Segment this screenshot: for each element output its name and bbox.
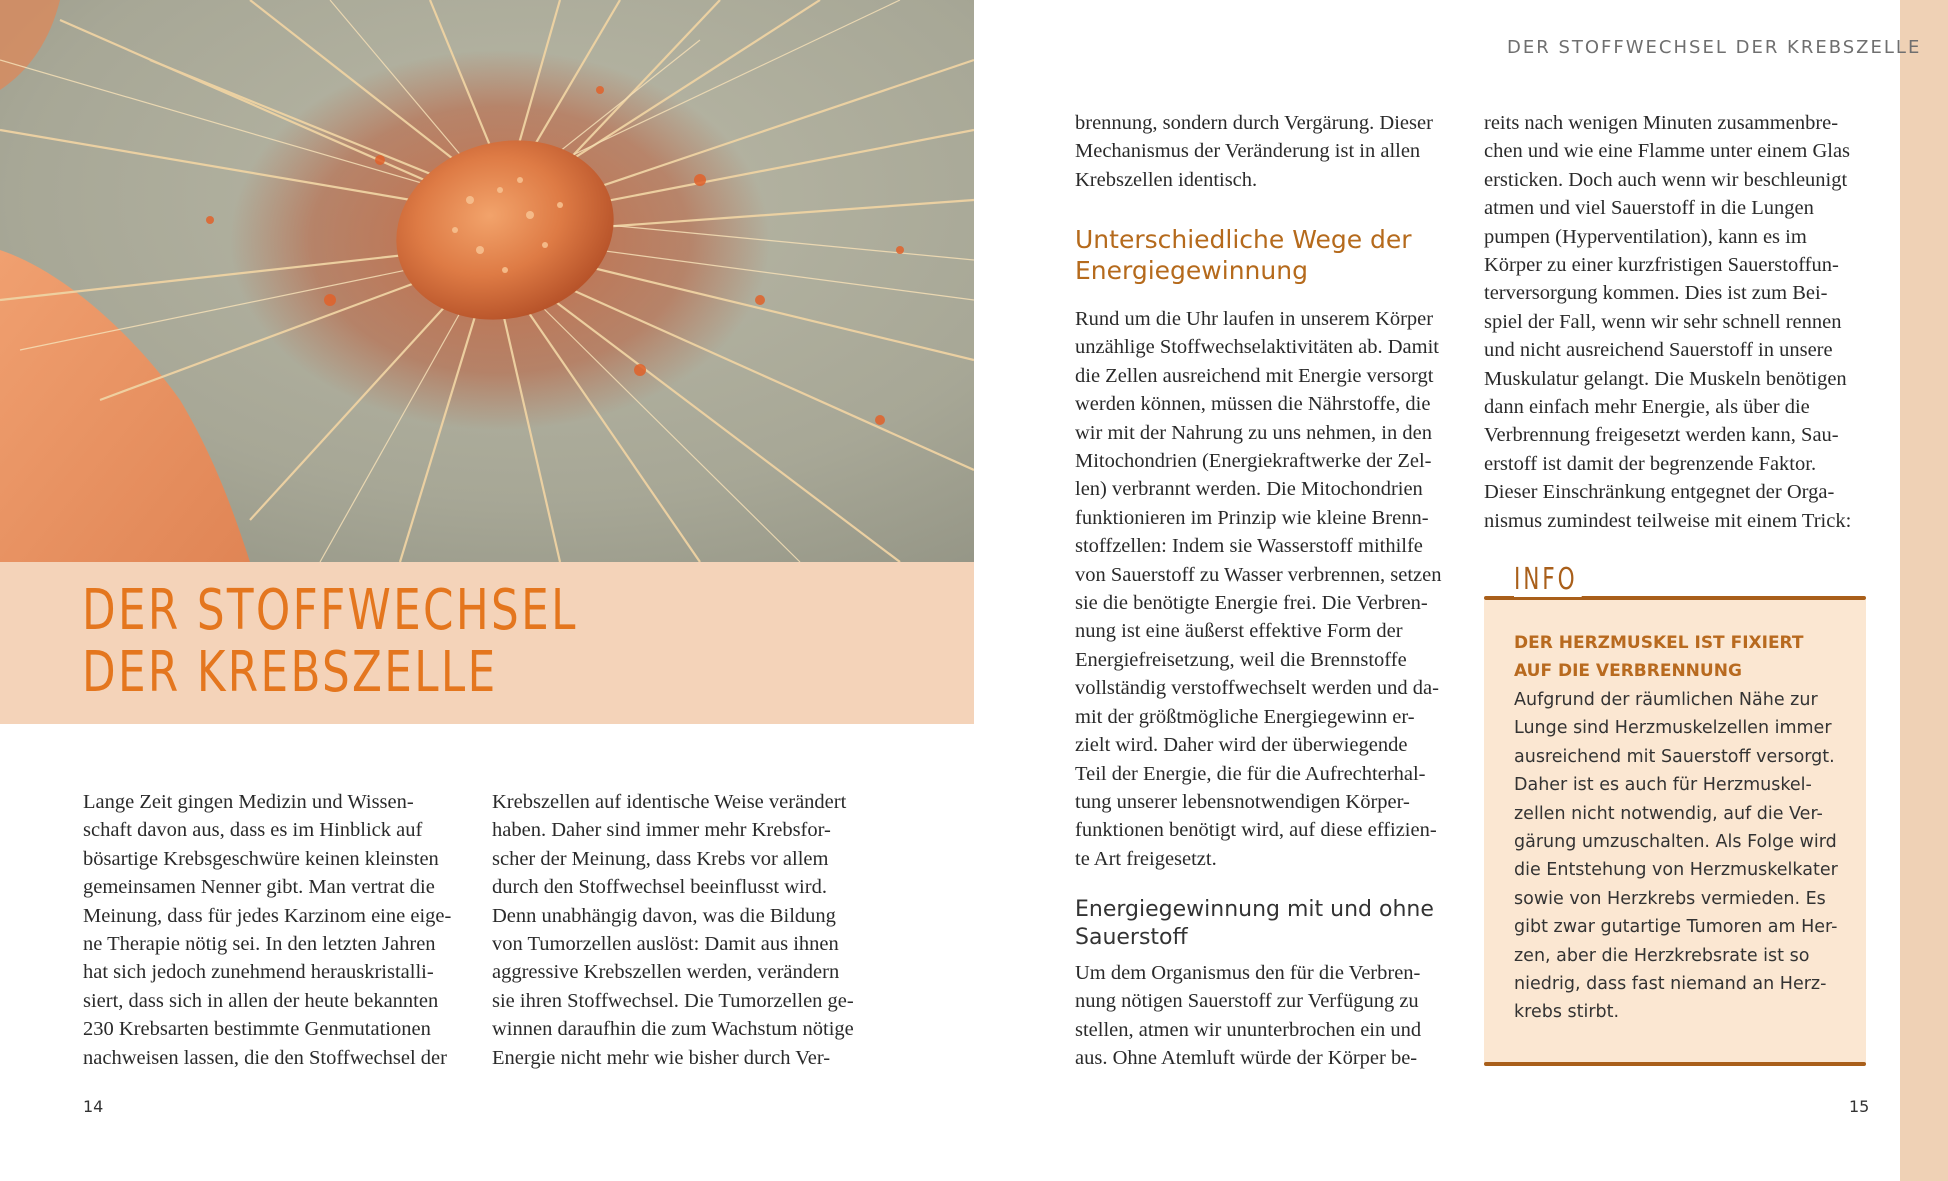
- text-line: Daher ist es auch für Herzmuskel-: [1514, 775, 1812, 796]
- text-line: Krebszellen auf identische Weise verändert: [492, 791, 847, 813]
- text-line: reits nach wenigen Minuten zusammenbre-: [1484, 112, 1839, 134]
- text-line: atmen und viel Sauerstoff in die Lungen: [1484, 197, 1814, 220]
- text-line: unzählige Stoffwechselaktivitäten ab. Damit: [1075, 336, 1439, 359]
- text-line: Verbrennung freigesetzt werden kann, Sau-: [1484, 424, 1839, 447]
- text-line: sie ihren Stoffwechsel. Die Tumorzellen ge-: [492, 989, 854, 1012]
- right-column-1-intro: [1075, 109, 1433, 194]
- text-line: sowie von Herzkrebs vermieden. Es: [1514, 888, 1826, 909]
- text-line: und nicht ausreichend Sauerstoff in unsere: [1484, 339, 1833, 362]
- page-number-left: 14: [83, 1097, 104, 1116]
- text-line: siert, dass sich in allen der heute bekannten: [83, 989, 439, 1012]
- left-column-1: [83, 788, 451, 1072]
- text-line: haben. Daher sind immer mehr Krebsfor-: [492, 819, 831, 842]
- text-line: Krebszellen identisch.: [1075, 168, 1258, 191]
- page-edge-strip: [1900, 0, 1948, 1181]
- text-line: ne Therapie nötig sei. In den letzten Jahren: [83, 933, 436, 956]
- text-line: Rund um die Uhr laufen in unserem Körper: [1075, 308, 1434, 330]
- text-line: gibt zwar gutartige Tumoren am Her-: [1514, 917, 1838, 938]
- info-heading: [1514, 629, 1803, 685]
- text-line: werden können, müssen die Nährstoffe, die: [1075, 393, 1431, 416]
- text-line: niedrig, dass fast niemand an Herz-: [1514, 974, 1827, 995]
- chapter-title: [82, 580, 578, 704]
- right-column-1-body: [1075, 305, 1441, 873]
- text-line: Aufgrund der räumlichen Nähe zur: [1514, 690, 1818, 710]
- subheading-energy-pathways: [1075, 224, 1412, 286]
- page-number-right: 15: [1849, 1097, 1870, 1116]
- text-line: vollständig verstoffwechselt werden und da-: [1075, 677, 1439, 700]
- text-line: funktionen benötigt wird, auf diese effizien-: [1075, 819, 1437, 842]
- text-line: Teil der Energie, die für die Aufrechterhal-: [1075, 762, 1426, 785]
- text-line: krebs stirbt.: [1514, 1002, 1620, 1023]
- text-line: Lange Zeit gingen Medizin und Wissen-: [83, 791, 414, 813]
- left-column-2: [492, 788, 854, 1072]
- right-column-2: [1484, 109, 1851, 535]
- text-line: aggressive Krebszellen werden, verändern: [492, 961, 840, 984]
- text-line: te Art freigesetzt.: [1075, 847, 1217, 870]
- subheading-line: Unterschiedliche Wege der: [1075, 225, 1412, 254]
- text-line: Mitochondrien (Energiekraftwerke der Zel-: [1075, 450, 1432, 473]
- subheading-line: Sauerstoff: [1075, 925, 1188, 950]
- text-line: stellen, atmen wir ununterbrochen ein und: [1075, 1018, 1422, 1041]
- text-line: hat sich jedoch zunehmend herauskristalli-: [83, 961, 434, 984]
- text-line: sie die benötigte Energie frei. Die Verbren-: [1075, 592, 1428, 615]
- text-line: zen, aber die Herzkrebsrate ist so: [1514, 945, 1810, 966]
- text-line: wir mit der Nahrung zu uns nehmen, in den: [1075, 421, 1432, 444]
- text-line: chen und wie eine Flamme unter einem Glas: [1484, 140, 1851, 163]
- text-line: von Sauerstoff zu Wasser verbrennen, setzen: [1075, 563, 1442, 586]
- text-line: zielt wird. Daher wird der überwiegende: [1075, 734, 1408, 757]
- text-line: Körper zu einer kurzfristigen Sauerstoffun-: [1484, 254, 1839, 277]
- text-line: Denn unabhängig davon, was die Bildung: [492, 904, 836, 927]
- subheading-line: Energiegewinnung mit und ohne: [1075, 897, 1434, 922]
- text-line: Energiefreisetzung, weil die Brennstoffe: [1075, 648, 1407, 671]
- subheading-line: Energiegewinnung: [1075, 256, 1308, 285]
- text-line: pumpen (Hyperventilation), kann es im: [1484, 225, 1807, 248]
- text-line: stoffzellen: Indem sie Wasserstoff mithilfe: [1075, 535, 1423, 558]
- text-line: von Tumorzellen auslöst: Damit aus ihnen: [492, 933, 839, 956]
- text-line: len) verbrannt werden. Die Mitochondrien: [1075, 478, 1423, 501]
- text-line: erstoff ist damit der begrenzende Faktor.: [1484, 452, 1817, 475]
- info-heading-line: DER HERZMUSKEL IST FIXIERT: [1514, 633, 1804, 653]
- text-line: nung ist eine äußerst effektive Form der: [1075, 620, 1403, 643]
- text-line: schaft davon aus, dass es im Hinblick auf: [83, 819, 423, 842]
- text-line: 230 Krebsarten bestimmte Genmutationen: [83, 1018, 431, 1041]
- text-line: durch den Stoffwechsel beeinflusst wird.: [492, 876, 827, 899]
- chapter-title-line: DER KREBSZELLE: [82, 640, 498, 705]
- text-line: gemeinsamen Nenner gibt. Man vertrat die: [83, 876, 435, 899]
- text-line: gärung umzuschalten. Als Folge wird: [1514, 832, 1837, 853]
- text-line: nachweisen lassen, die den Stoffwechsel der: [83, 1046, 447, 1069]
- info-text: [1514, 686, 1838, 1027]
- cancer-cell-micrograph: [0, 0, 974, 562]
- text-line: Dieser Einschränkung entgegnet der Orga-: [1484, 481, 1835, 504]
- info-label: INFO: [1514, 562, 1582, 597]
- text-line: aus. Ohne Atemluft würde der Körper be-: [1075, 1047, 1418, 1070]
- text-line: dann einfach mehr Energie, als über die: [1484, 396, 1810, 419]
- running-head: DER STOFFWECHSEL DER KREBSZELLE: [1507, 37, 1922, 58]
- text-line: ausreichend mit Sauerstoff versorgt.: [1514, 746, 1835, 767]
- text-line: brennung, sondern durch Vergärung. Dieser: [1075, 112, 1433, 134]
- text-line: nismus zumindest teilweise mit einem Trick:: [1484, 509, 1852, 532]
- text-line: tung unserer lebensnotwendigen Körper-: [1075, 790, 1410, 813]
- text-line: spiel der Fall, wenn wir sehr schnell rennen: [1484, 310, 1842, 333]
- info-box-bottom-rule: [1484, 1062, 1866, 1066]
- text-line: mit der größtmögliche Energiegewinn er-: [1075, 705, 1415, 728]
- chapter-title-line: DER STOFFWECHSEL: [82, 578, 578, 643]
- text-line: Um dem Organismus den für die Verbren-: [1075, 962, 1421, 984]
- text-line: terversorgung kommen. Dies ist zum Bei-: [1484, 282, 1828, 305]
- text-line: die Entstehung von Herzmuskelkater: [1514, 860, 1838, 881]
- text-line: die Zellen ausreichend mit Energie versorgt: [1075, 364, 1434, 387]
- text-line: bösartige Krebsgeschwüre keinen kleinsten: [83, 847, 439, 870]
- text-line: ersticken. Doch auch wenn wir beschleunigt: [1484, 168, 1848, 191]
- info-heading-line: AUF DIE VERBRENNUNG: [1514, 661, 1742, 681]
- text-line: Mechanismus der Veränderung ist in allen: [1075, 140, 1421, 163]
- right-column-1-end: [1075, 959, 1421, 1073]
- text-line: funktionieren im Prinzip wie kleine Brenn-: [1075, 506, 1429, 529]
- text-line: Energie nicht mehr wie bisher durch Ver-: [492, 1046, 831, 1069]
- text-line: Muskulatur gelangt. Die Muskeln benötigen: [1484, 367, 1847, 390]
- text-line: winnen daraufhin die zum Wachstum nötige: [492, 1018, 854, 1041]
- text-line: Lunge sind Herzmuskelzellen immer: [1514, 718, 1832, 739]
- text-line: nung nötigen Sauerstoff zur Verfügung zu: [1075, 990, 1419, 1013]
- text-line: Meinung, dass für jedes Karzinom eine eige-: [83, 904, 452, 927]
- subheading-oxygen: [1075, 896, 1434, 952]
- text-line: zellen nicht notwendig, auf die Ver-: [1514, 803, 1823, 824]
- text-line: scher der Meinung, dass Krebs vor allem: [492, 847, 829, 870]
